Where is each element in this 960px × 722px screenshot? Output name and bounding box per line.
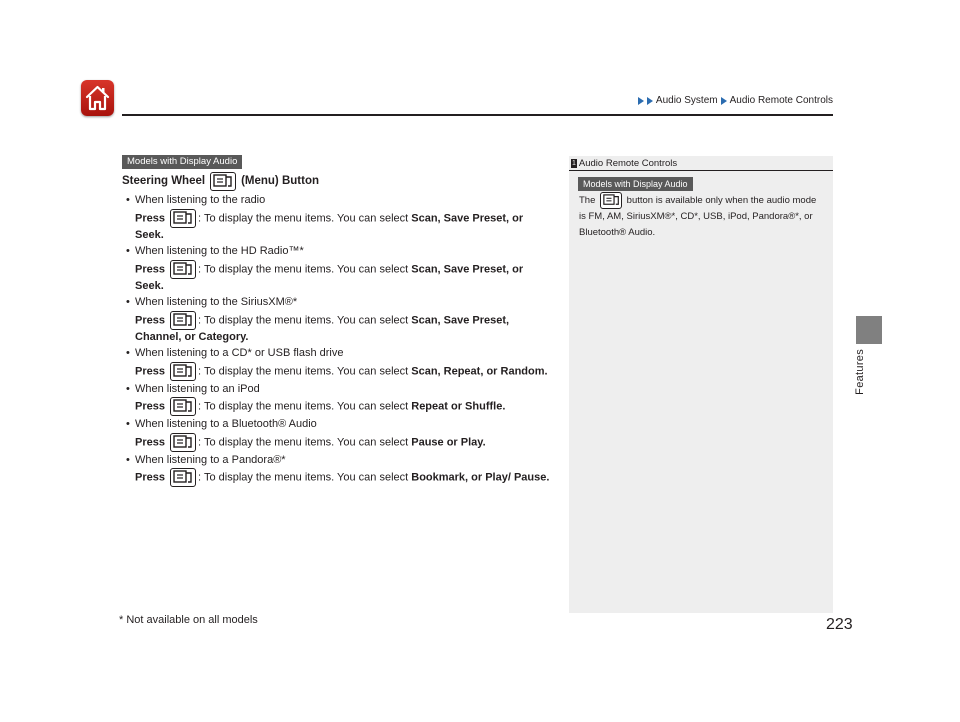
breadcrumb-arrow-icon [638, 97, 644, 105]
header-divider [122, 114, 833, 116]
press-label: Press [135, 435, 165, 448]
press-instruction [122, 468, 552, 487]
menu-options: Pause or Play. [411, 435, 486, 448]
menu-options: Scan, Repeat, or Random. [411, 364, 548, 377]
press-label: Press [135, 313, 165, 326]
menu-button-icon [170, 468, 196, 487]
menu-button-icon [600, 192, 622, 209]
sidebar-number: 1 [572, 160, 576, 167]
list-item: • When listening to an iPod [122, 382, 552, 398]
press-instruction [122, 433, 552, 452]
breadcrumb [638, 95, 833, 106]
press-description: : To display the menu items. You can select [198, 435, 412, 448]
press-instruction [122, 209, 552, 244]
menu-button-icon [170, 209, 196, 228]
list-item: • When listening to a Bluetooth® Audio [122, 417, 552, 433]
press-label: Press [135, 364, 165, 377]
menu-button-icon [170, 362, 196, 381]
press-description: : To display the menu items. You can select [198, 211, 412, 224]
menu-button-icon [170, 397, 196, 416]
model-badge: Models with Display Audio [122, 155, 242, 169]
sidebar-title-text: Audio Remote Controls [578, 158, 678, 169]
breadcrumb-arrow-icon [647, 97, 653, 105]
footnote: * Not available on all models [119, 614, 258, 626]
sidebar-note-post: button is available only when the audio mode is FM, AM, SiriusXM®*, CD*, USB, iPod, Pandora®*, or Bluetooth® Audio. [579, 195, 817, 239]
list-item: • When listening to the radio [122, 193, 552, 209]
heading-prefix: Steering Wheel [122, 174, 206, 187]
press-description: : To display the menu items. You can select [198, 364, 412, 377]
menu-button-icon [210, 172, 236, 191]
sidebar-note-pre: The [579, 195, 596, 207]
sidebar-title [571, 158, 677, 169]
press-label: Press [135, 471, 165, 484]
heading-suffix: (Menu) Button [241, 174, 319, 187]
section-tab[interactable] [856, 316, 882, 344]
press-description: : To display the menu items. You can select [198, 262, 412, 275]
section-heading [122, 172, 552, 191]
home-icon [84, 84, 111, 112]
main-content [122, 172, 552, 488]
menu-button-icon [170, 260, 196, 279]
sidebar-note [579, 192, 824, 241]
press-description: : To display the menu items. You can select [198, 313, 412, 326]
menu-button-icon [170, 433, 196, 452]
press-instruction [122, 362, 552, 381]
press-instruction [122, 397, 552, 416]
breadcrumb-item[interactable]: Audio System [655, 95, 718, 106]
menu-sections [122, 193, 552, 487]
menu-options: Scan, Save Preset, Channel, or Category. [135, 313, 510, 343]
sidebar-model-badge: Models with Display Audio [578, 177, 693, 191]
press-description: : To display the menu items. You can select [198, 400, 412, 413]
list-item: • When listening to a Pandora®* [122, 453, 552, 469]
menu-options: Bookmark, or Play/ Pause. [411, 471, 550, 484]
page-number: 223 [826, 616, 853, 633]
press-label: Press [135, 262, 165, 275]
breadcrumb-arrow-icon [721, 97, 727, 105]
press-instruction [122, 260, 552, 295]
press-instruction [122, 311, 552, 346]
list-item: • When listening to the SiriusXM®* [122, 295, 552, 311]
home-button[interactable] [81, 80, 114, 116]
menu-button-icon [170, 311, 196, 330]
section-tab-label: Features [854, 349, 866, 395]
list-item: • When listening to the HD Radio™* [122, 244, 552, 260]
breadcrumb-item[interactable]: Audio Remote Controls [729, 95, 833, 106]
sidebar-divider [569, 170, 833, 171]
list-item: • When listening to a CD* or USB flash drive [122, 346, 552, 362]
menu-options: Scan, Save Preset, or Seek. [135, 211, 524, 241]
press-description: : To display the menu items. You can select [198, 471, 412, 484]
press-label: Press [135, 211, 165, 224]
menu-options: Repeat or Shuffle. [411, 400, 506, 413]
press-label: Press [135, 400, 165, 413]
menu-options: Scan, Save Preset, or Seek. [135, 262, 524, 292]
